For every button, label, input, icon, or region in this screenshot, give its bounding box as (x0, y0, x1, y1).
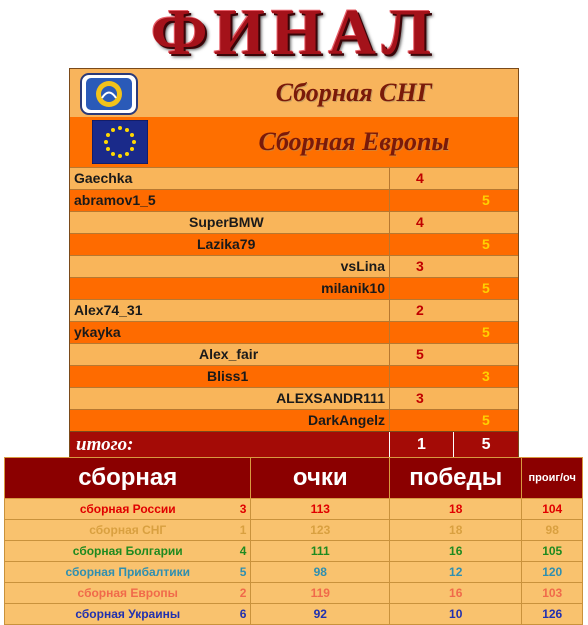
standings-row (5, 604, 583, 625)
total-label: итого: (76, 434, 134, 455)
team-name-cis: Сборная СНГ (275, 78, 433, 107)
team-row-cis (70, 69, 518, 117)
standings-team-name: сборная России (79, 502, 176, 516)
player-name: Alex_fair (70, 344, 390, 365)
player-score (390, 344, 518, 365)
team-name-europe: Сборная Европы (258, 127, 450, 156)
standings-team-cell (5, 583, 251, 604)
standings-wins: 18 (390, 499, 522, 520)
score-team1: 3 (416, 390, 424, 406)
score-team2: 5 (482, 412, 490, 428)
player-name: milanik10 (70, 278, 390, 299)
player-row (70, 365, 518, 387)
standings-lost: 120 (522, 562, 583, 583)
score-team1: 4 (416, 214, 424, 230)
standings-team-name: сборная Украины (75, 607, 181, 621)
player-row (70, 299, 518, 321)
player-score (390, 212, 518, 233)
player-name: ALEXSANDR111 (70, 388, 390, 409)
standings-wins: 18 (390, 520, 522, 541)
standings-points: 92 (251, 604, 390, 625)
player-score (390, 366, 518, 387)
player-score (390, 388, 518, 409)
standings-team-name: сборная СНГ (89, 523, 167, 537)
standings-wins: 10 (390, 604, 522, 625)
player-name: Gaechka (70, 168, 390, 189)
player-name: vsLina (70, 256, 390, 277)
standings-lost: 105 (522, 541, 583, 562)
player-score (390, 234, 518, 255)
player-row (70, 321, 518, 343)
standings-points: 123 (251, 520, 390, 541)
player-score (390, 410, 518, 431)
standings-team-name: сборная Европы (77, 586, 178, 600)
header-points: очки (251, 458, 390, 499)
standings-row (5, 520, 583, 541)
total-row (70, 431, 518, 459)
player-name: Alex74_31 (70, 300, 390, 321)
header-team: сборная (5, 458, 251, 499)
score-team1: 3 (416, 258, 424, 274)
player-row (70, 387, 518, 409)
standings-team-cell (5, 604, 251, 625)
total-team1: 1 (389, 432, 454, 459)
standings-points: 98 (251, 562, 390, 583)
player-name: ykayka (70, 322, 390, 343)
player-row (70, 277, 518, 299)
player-name: DarkAngelz (70, 410, 390, 431)
standings-table (4, 457, 583, 625)
standings-row (5, 562, 583, 583)
match-table (69, 68, 519, 460)
player-score (390, 322, 518, 343)
score-team2: 5 (482, 324, 490, 340)
standings-team-cell (5, 541, 251, 562)
standings-rank: 4 (239, 544, 247, 558)
score-team2: 5 (482, 236, 490, 252)
header-lost: проиг/оч (522, 458, 583, 499)
score-team2: 5 (482, 280, 490, 296)
standings-rank: 3 (239, 502, 247, 516)
standings-wins: 16 (390, 541, 522, 562)
player-name: Bliss1 (70, 366, 390, 387)
player-score (390, 256, 518, 277)
page-title: ФИНАЛ (150, 0, 438, 69)
player-row (70, 167, 518, 189)
standings-points: 111 (251, 541, 390, 562)
player-name: abramov1_5 (70, 190, 390, 211)
player-score (390, 300, 518, 321)
eu-flag-icon (92, 120, 148, 164)
standings-rank: 5 (239, 565, 247, 579)
standings-lost: 98 (522, 520, 583, 541)
header-wins: победы (390, 458, 522, 499)
score-team1: 2 (416, 302, 424, 318)
player-score (390, 190, 518, 211)
player-row (70, 255, 518, 277)
standings-team-name: сборная Прибалтики (65, 565, 190, 579)
score-team1: 4 (416, 170, 424, 186)
standings-team-cell (5, 520, 251, 541)
standings-rank: 6 (239, 607, 247, 621)
standings-rank: 1 (239, 523, 247, 537)
standings-row (5, 583, 583, 604)
score-team2: 5 (482, 192, 490, 208)
score-team1: 5 (416, 346, 424, 362)
team-row-europe (70, 117, 518, 167)
player-name: Lazika79 (70, 234, 390, 255)
player-row (70, 343, 518, 365)
player-score (390, 168, 518, 189)
standings-rank: 2 (239, 586, 247, 600)
player-score (390, 278, 518, 299)
standings-points: 119 (251, 583, 390, 604)
score-team2: 3 (482, 368, 490, 384)
player-row (70, 189, 518, 211)
standings-team-cell (5, 562, 251, 583)
standings-team-name: сборная Болгарии (72, 544, 183, 558)
cis-emblem-icon (80, 73, 138, 115)
standings-team-cell (5, 499, 251, 520)
player-row (70, 233, 518, 255)
player-row (70, 409, 518, 431)
standings-lost: 126 (522, 604, 583, 625)
standings-row (5, 499, 583, 520)
total-team2: 5 (453, 432, 518, 459)
player-name: SuperBMW (70, 212, 390, 233)
standings-lost: 103 (522, 583, 583, 604)
player-row (70, 211, 518, 233)
standings-lost: 104 (522, 499, 583, 520)
standings-wins: 16 (390, 583, 522, 604)
standings-wins: 12 (390, 562, 522, 583)
standings-row (5, 541, 583, 562)
standings-points: 113 (251, 499, 390, 520)
